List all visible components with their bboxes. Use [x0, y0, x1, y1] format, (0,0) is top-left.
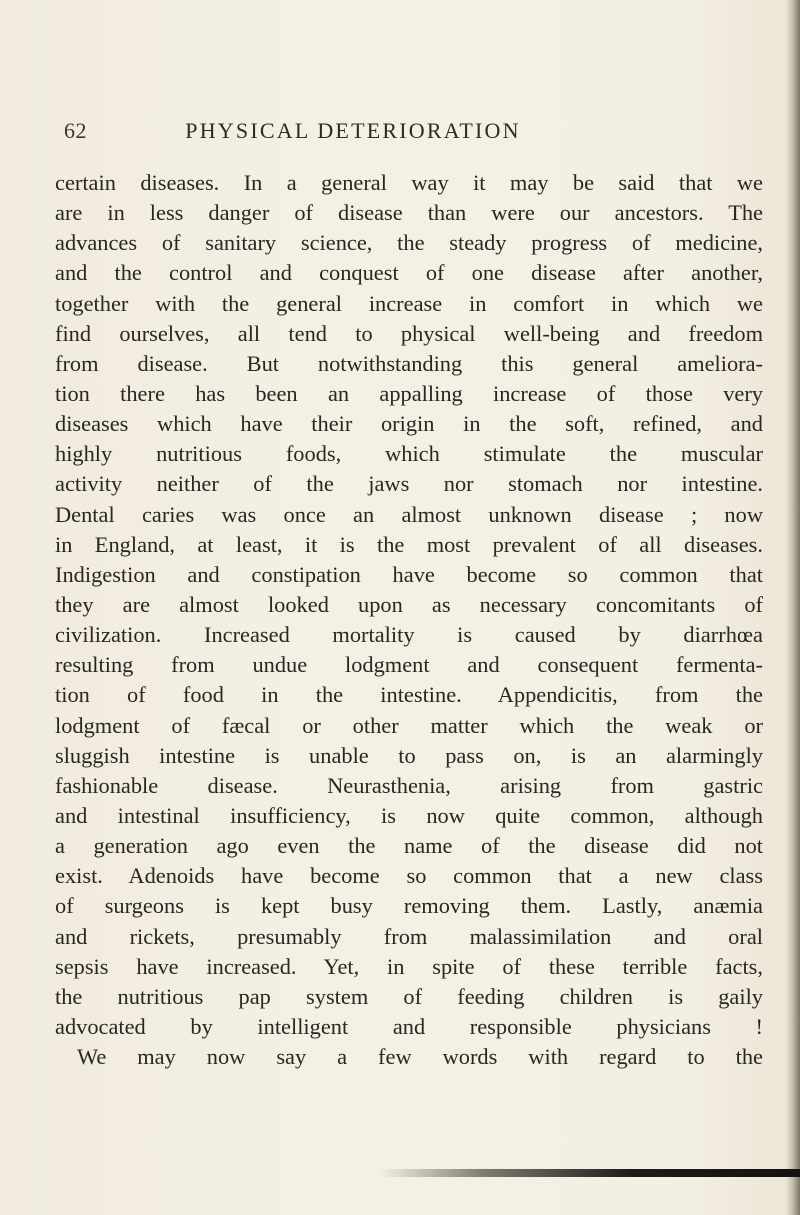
- page-edge-shadow: [786, 0, 800, 1215]
- text-line: sluggish intestine is unable to pass on, is an alarmingly: [55, 742, 763, 768]
- text-line: certain diseases. In a general way it may be said that we: [55, 170, 763, 195]
- text-line: and the control and conquest of one disease after another,: [55, 260, 763, 286]
- text-line: exist. Adenoids have become so common that a new class: [55, 863, 763, 889]
- text-line: and intestinal insufficiency, is now quite common, although: [55, 802, 763, 828]
- text-line: and rickets, presumably from malassimilation and oral: [55, 923, 763, 949]
- text-line: activity neither of the jaws nor stomach nor intestine.: [55, 471, 763, 497]
- running-head: [64, 118, 744, 154]
- text-line: fashionable disease. Neurasthenia, arising from gastric: [55, 772, 763, 798]
- text-line: We may now say a few words with regard to the: [77, 1044, 763, 1070]
- text-line: from disease. But notwithstanding this general ameliora-: [55, 350, 763, 376]
- page-number: 62: [64, 118, 87, 143]
- text-line: advocated by intelligent and responsible physicians !: [55, 1013, 763, 1039]
- text-line: diseases which have their origin in the soft, refined, and: [55, 411, 763, 437]
- text-line: of surgeons is kept busy removing them. Lastly, anæmia: [55, 893, 763, 919]
- text-line: a generation ago even the name of the disease did not: [55, 833, 763, 859]
- text-line: they are almost looked upon as necessary concomitants of: [55, 591, 763, 617]
- text-line: lodgment of fæcal or other matter which the weak or: [55, 712, 763, 738]
- text-line: highly nutritious foods, which stimulate the muscular: [55, 441, 763, 467]
- text-line: civilization. Increased mortality is caused by diarrhœa: [55, 622, 763, 648]
- text-line: together with the general increase in comfort in which we: [55, 290, 763, 316]
- text-line: in England, at least, it is the most prevalent of all diseases.: [55, 531, 763, 557]
- text-line: the nutritious pap system of feeding children is gaily: [55, 983, 763, 1009]
- text-line: resulting from undue lodgment and consequent fermenta-: [55, 652, 763, 678]
- running-title: PHYSICAL DETERIORATION: [185, 118, 521, 143]
- text-line: sepsis have increased. Yet, in spite of these terrible facts,: [55, 953, 763, 979]
- text-line: are in less danger of disease than were our ancestors. The: [55, 200, 763, 226]
- text-line: find ourselves, all tend to physical well-being and freedom: [55, 320, 763, 346]
- text-line: Indigestion and constipation have become so common that: [55, 561, 763, 587]
- text-line: Dental caries was once an almost unknown disease ; now: [55, 501, 763, 527]
- body-paragraph: [55, 168, 763, 1072]
- text-line: tion of food in the intestine. Appendicitis, from the: [55, 682, 763, 708]
- page-bottom-shadow: [380, 1169, 800, 1177]
- text-line: advances of sanitary science, the steady progress of medicine,: [55, 230, 763, 256]
- text-line: tion there has been an appalling increase of those very: [55, 380, 763, 406]
